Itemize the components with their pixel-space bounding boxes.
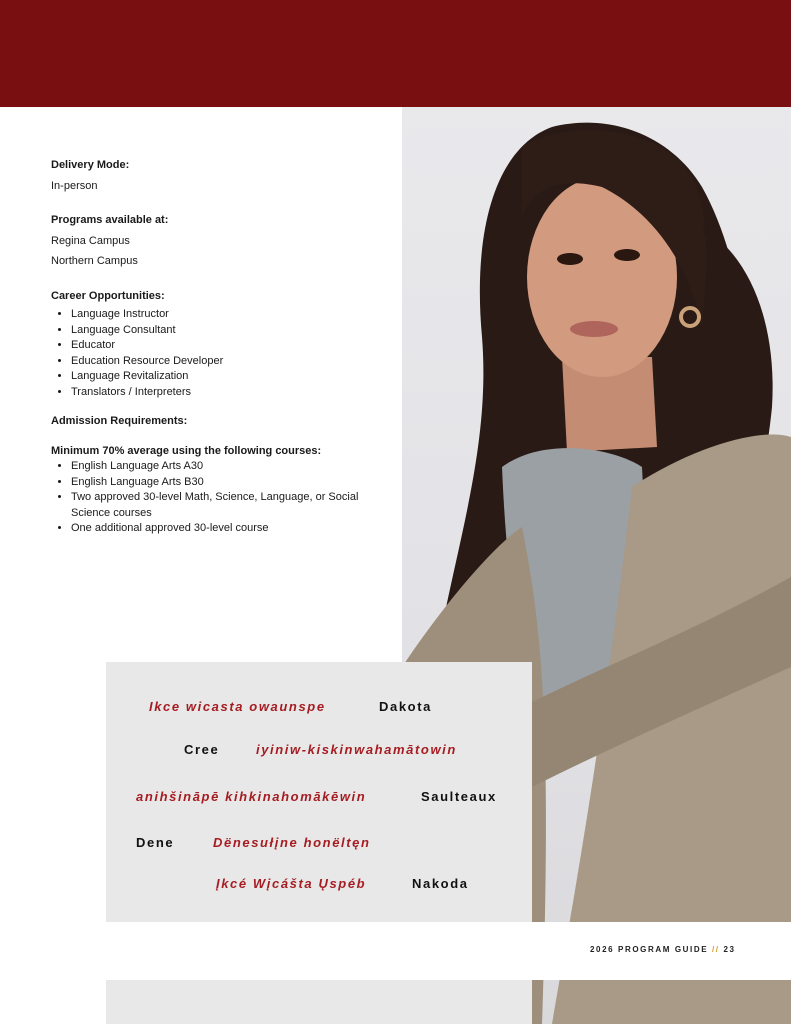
header-band [0, 0, 791, 107]
minimum-average-heading: Minimum 70% average using the following courses: [51, 444, 322, 457]
cree-label: Cree [184, 742, 220, 757]
course-list [51, 459, 381, 537]
delivery-mode-value: In-person [51, 179, 98, 192]
footer-separator: // [711, 945, 720, 954]
list-item: • English Language Arts A30 [71, 459, 381, 475]
programs-available-section [51, 213, 381, 270]
nakoda-program-term: Įkcé Wįcášta Ųspéb [216, 876, 367, 891]
location-regina: Regina Campus [51, 234, 130, 247]
delivery-mode-section [51, 158, 381, 194]
location-northern: Northern Campus [51, 255, 138, 267]
list-item: • Educator [71, 338, 381, 354]
career-heading: Career Opportunities: [51, 289, 165, 302]
list-item: • Language Revitalization [71, 369, 381, 385]
list-item: • Two approved 30-level Math, Science, Language, or Social Science courses [71, 490, 381, 521]
language-names-panel [106, 662, 532, 922]
career-section [51, 289, 381, 401]
dakota-label: Dakota [379, 699, 432, 714]
list-item: • Language Consultant [71, 323, 381, 339]
program-guide-label: 2026 PROGRAM GUIDE [590, 945, 709, 954]
dakota-program-term: Ikce wicasta owaunspe [149, 699, 326, 714]
page-number: 23 [723, 945, 736, 954]
minimum-average-section [51, 444, 381, 537]
saulteaux-program-term: anihšināpē kihkinahomākēwin [136, 789, 367, 804]
list-item: • Translators / Interpreters [71, 385, 381, 401]
career-list [51, 307, 381, 400]
list-item: • One additional approved 30-level course [71, 521, 381, 537]
dene-label: Dene [136, 835, 175, 850]
page-footer [590, 945, 736, 954]
list-item: • Language Instructor [71, 307, 381, 323]
next-panel [106, 980, 532, 1024]
program-details [51, 158, 381, 556]
list-item: • Education Resource Developer [71, 354, 381, 370]
admission-section [51, 414, 381, 430]
cree-program-term: iyiniw-kiskinwahamātowin [256, 742, 457, 757]
nakoda-label: Nakoda [412, 876, 469, 891]
dene-program-term: Dënesułįne honëltęn [213, 835, 371, 850]
list-item: • English Language Arts B30 [71, 475, 381, 491]
programs-available-heading: Programs available at: [51, 214, 169, 226]
admission-heading: Admission Requirements: [51, 415, 188, 427]
saulteaux-label: Saulteaux [421, 789, 497, 804]
delivery-mode-heading: Delivery Mode: [51, 159, 130, 171]
